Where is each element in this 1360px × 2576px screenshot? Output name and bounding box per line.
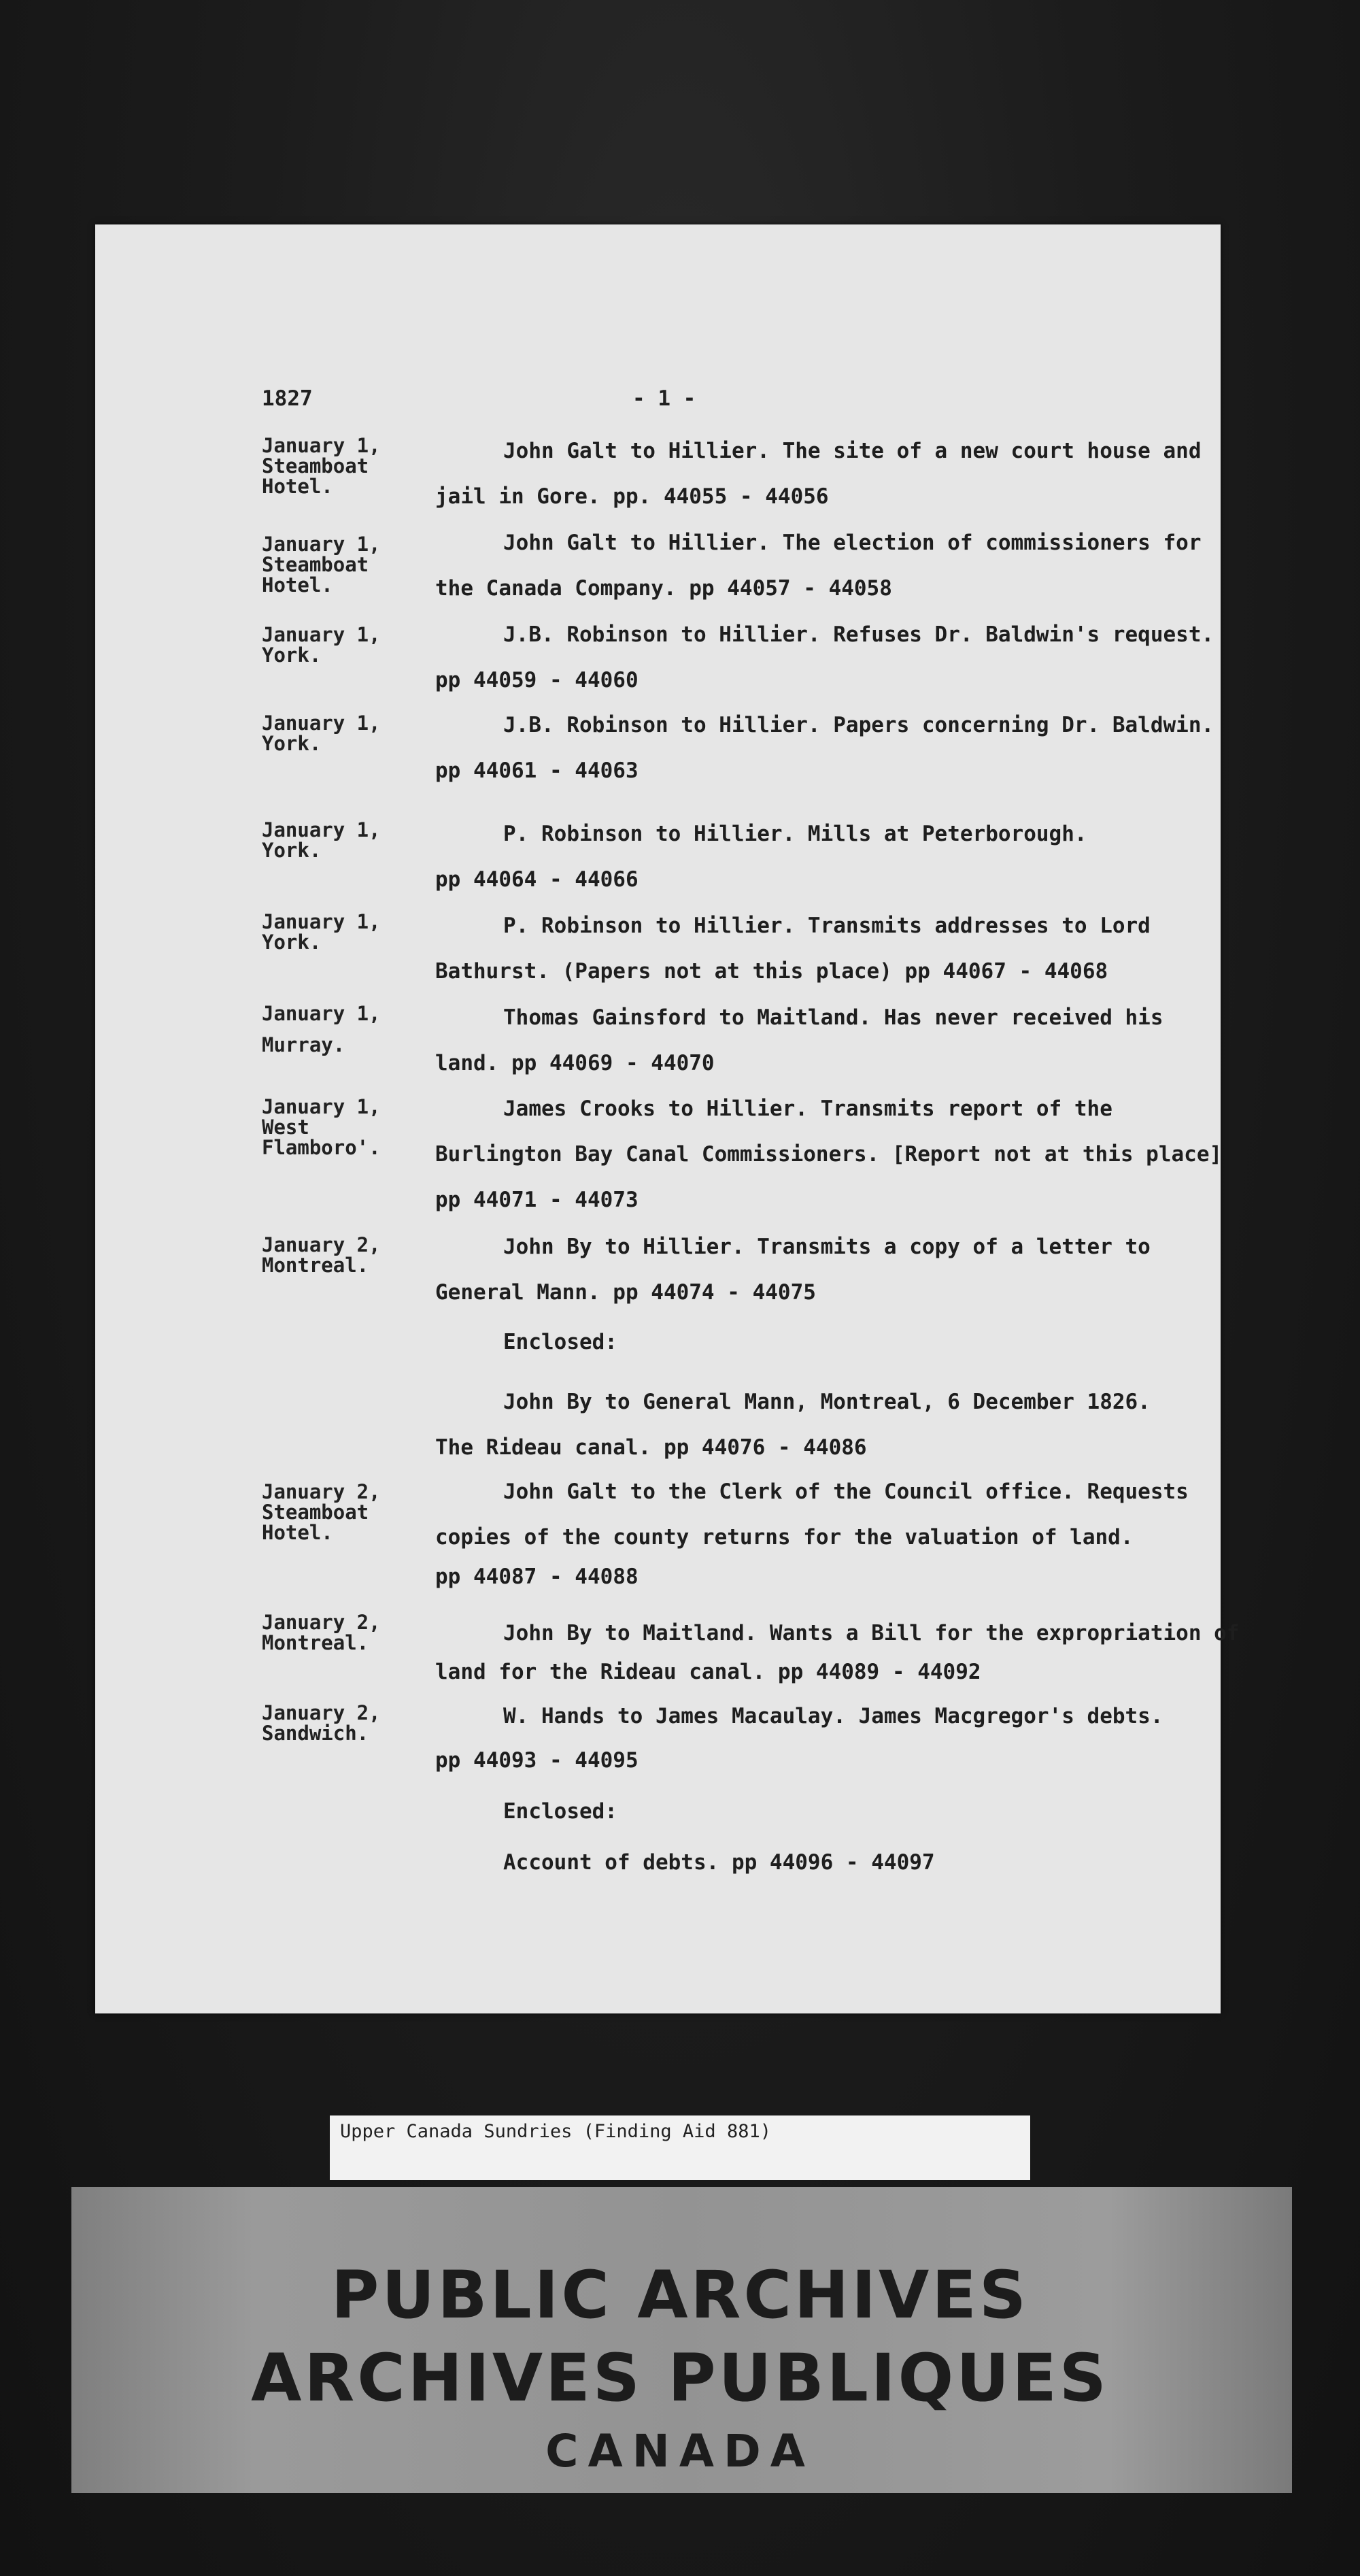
entry-text-line: land for the Rideau canal. pp 44089 - 44092 (435, 1660, 981, 1684)
entry-date: January 1, York. (262, 910, 381, 954)
entry-date: January 1, Murray. (262, 1002, 381, 1056)
entry-text-line: pp 44064 - 44066 (435, 867, 639, 892)
stamp-archives-publiques: ARCHIVES PUBLIQUES (251, 2340, 1109, 2416)
entry-date: January 1, Steamboat Hotel. (262, 434, 381, 498)
entry-text-line: John By to Maitland. Wants a Bill for the expropriation of (503, 1621, 1240, 1645)
entry-text-line: Account of debts. pp 44096 - 44097 (503, 1850, 935, 1875)
entry-date: January 2, Montreal. (262, 1233, 381, 1277)
entry-date: January 2, Sandwich. (262, 1701, 381, 1745)
stamp-public-archives: PUBLIC ARCHIVES (331, 2257, 1029, 2333)
entry-text-line: J.B. Robinson to Hillier. Refuses Dr. Baldwin's request. (503, 622, 1214, 647)
entry-date: January 1, York. (262, 818, 381, 862)
entry-text-line: Thomas Gainsford to Maitland. Has never received his (503, 1005, 1163, 1030)
entry-text-line: Burlington Bay Canal Commissioners. [Report not at this place] (435, 1142, 1223, 1167)
enclosed-heading: Enclosed: (503, 1799, 617, 1824)
document-year: 1827 (262, 386, 313, 411)
entry-text-line: pp 44061 - 44063 (435, 758, 639, 783)
entry-text-line: General Mann. pp 44074 - 44075 (435, 1280, 816, 1305)
entry-date: January 2, Montreal. (262, 1611, 381, 1654)
entry-text-line: copies of the county returns for the valuation of land. (435, 1525, 1134, 1550)
entry-date: January 1, West Flamboro'. (262, 1095, 381, 1159)
entry-text-line: Bathurst. (Papers not at this place) pp 44067 - 44068 (435, 959, 1108, 984)
entry-text-line: land. pp 44069 - 44070 (435, 1051, 715, 1075)
entry-date: January 1, York. (262, 712, 381, 755)
entry-date: January 1, York. (262, 623, 381, 667)
entry-text-line: pp 44059 - 44060 (435, 668, 639, 692)
entry-text-line: J.B. Robinson to Hillier. Papers concerning Dr. Baldwin. (503, 713, 1214, 737)
entry-date: January 2, Steamboat Hotel. (262, 1480, 381, 1544)
entry-text-line: pp 44071 - 44073 (435, 1188, 639, 1212)
entry-text-line: the Canada Company. pp 44057 - 44058 (435, 576, 892, 601)
entry-text-line: W. Hands to James Macaulay. James Macgregor's debts. (503, 1704, 1163, 1728)
enclosed-heading: Enclosed: (503, 1330, 617, 1354)
entry-text-line: John Galt to Hillier. The election of commissioners for (503, 531, 1202, 555)
entry-text-line: P. Robinson to Hillier. Mills at Peterborough. (503, 822, 1087, 846)
entry-text-line: John By to Hillier. Transmits a copy of a letter to (503, 1235, 1151, 1259)
entry-text-line: John Galt to Hillier. The site of a new court house and (503, 439, 1202, 463)
entry-text-line: The Rideau canal. pp 44076 - 44086 (435, 1435, 867, 1460)
entry-text-line: pp 44093 - 44095 (435, 1748, 639, 1773)
entry-text-line: pp 44087 - 44088 (435, 1565, 639, 1589)
entry-text-line: John By to General Mann, Montreal, 6 December 1826. (503, 1390, 1151, 1414)
page-number: - 1 - (632, 386, 696, 411)
entry-text-line: James Crooks to Hillier. Transmits report of the (503, 1097, 1112, 1121)
entry-date: January 1, Steamboat Hotel. (262, 533, 381, 597)
entry-text-line: John Galt to the Clerk of the Council office. Requests (503, 1479, 1189, 1504)
finding-aid-label: Upper Canada Sundries (Finding Aid 881) (340, 2121, 771, 2142)
stamp-canada: CANADA (545, 2425, 815, 2477)
entry-text-line: jail in Gore. pp. 44055 - 44056 (435, 484, 829, 509)
entry-text-line: P. Robinson to Hillier. Transmits addresses to Lord (503, 914, 1151, 938)
